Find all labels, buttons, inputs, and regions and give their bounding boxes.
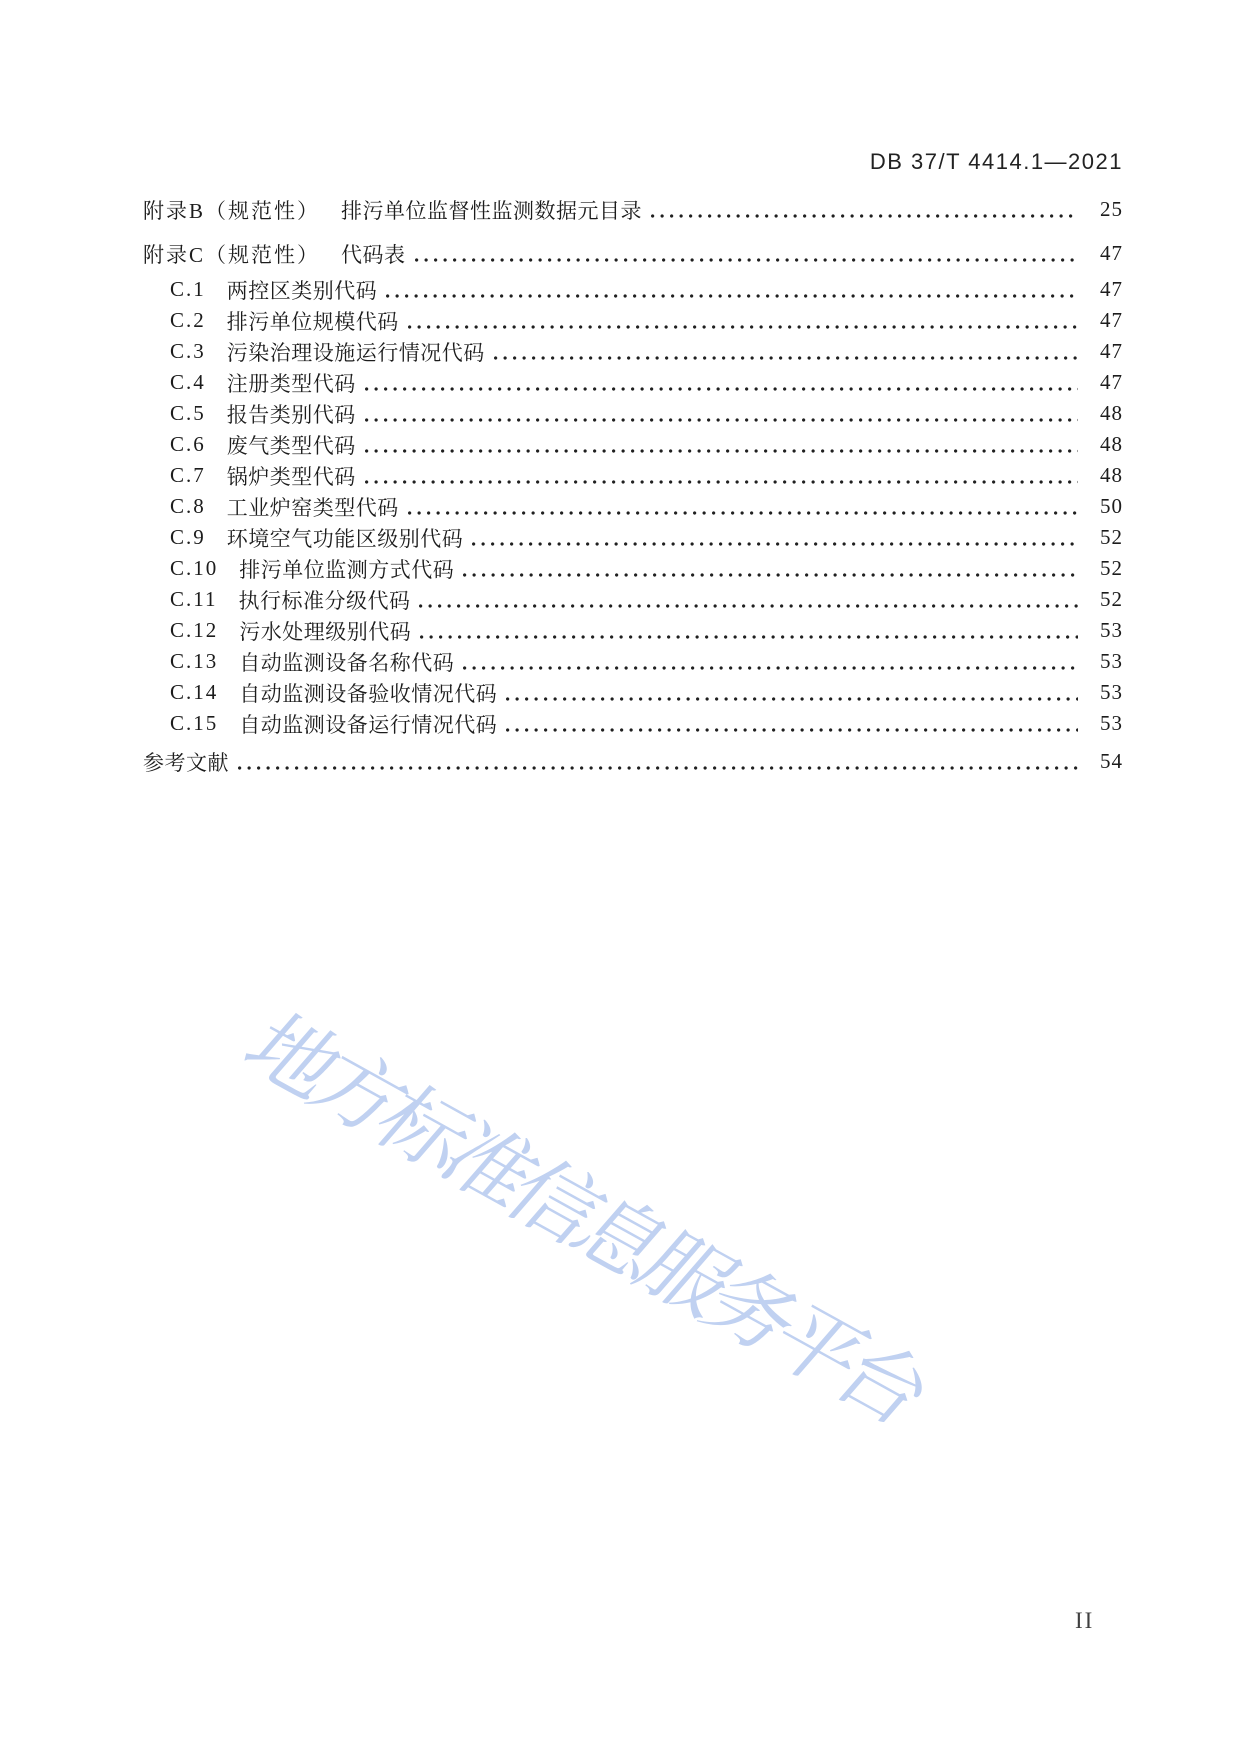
toc-entry xyxy=(143,708,1123,739)
toc-entry-page: 48 xyxy=(1100,401,1123,425)
dot-leader xyxy=(365,417,1078,423)
toc-entry-title: 两控区类别代码 xyxy=(226,278,378,303)
toc-entry-page: 48 xyxy=(1100,432,1123,456)
dot-leader xyxy=(365,386,1078,392)
toc-entry-page: 47 xyxy=(1100,241,1123,265)
toc-entry-number: C.2 xyxy=(170,308,206,332)
toc-entry-title: 废气类型代码 xyxy=(226,433,356,458)
toc-entry-number: C.1 xyxy=(170,277,206,301)
toc-entry-page: 47 xyxy=(1100,277,1123,301)
dot-leader xyxy=(408,510,1078,516)
toc-entry-title: 污水处理级别代码 xyxy=(239,619,412,644)
dot-leader xyxy=(408,324,1078,330)
toc-entry-title: 污染治理设施运行情况代码 xyxy=(226,340,485,365)
toc-entry-number: 附录C（规范性） xyxy=(143,242,321,267)
toc-entry-title: 环境空气功能区级别代码 xyxy=(226,526,464,551)
toc-entry-page: 53 xyxy=(1100,618,1123,642)
toc-entry-title: 锅炉类型代码 xyxy=(226,464,356,489)
toc-entry-number: C.3 xyxy=(170,339,206,363)
toc-entry-page: 53 xyxy=(1100,649,1123,673)
toc-entry-number: C.10 xyxy=(170,556,219,580)
toc-entry xyxy=(143,429,1123,460)
toc-entry-number: C.11 xyxy=(170,587,218,611)
toc-entry-title: 报告类别代码 xyxy=(226,402,356,427)
toc-entry-number: C.4 xyxy=(170,370,206,394)
toc-entry xyxy=(143,615,1123,646)
toc-entry-title: 排污单位规模代码 xyxy=(226,309,399,334)
toc-entry xyxy=(143,677,1123,708)
toc-entry-number: 附录B（规范性） xyxy=(143,198,321,223)
toc-entry xyxy=(143,491,1123,522)
toc-entry-title: 自动监测设备运行情况代码 xyxy=(239,712,498,737)
toc-entry xyxy=(143,398,1123,429)
dot-leader xyxy=(472,541,1078,547)
dot-leader xyxy=(651,213,1078,219)
toc-entry-number: C.7 xyxy=(170,463,206,487)
toc-entry-page: 52 xyxy=(1100,556,1123,580)
toc-entry-page: 52 xyxy=(1100,525,1123,549)
dot-leader xyxy=(506,727,1078,733)
toc-entry-page: 53 xyxy=(1100,680,1123,704)
toc-entry-title: 排污单位监督性监测数据元目录 xyxy=(341,198,643,223)
toc-entry-number: C.13 xyxy=(170,649,219,673)
toc-entry-title: 注册类型代码 xyxy=(226,371,356,396)
standard-code: DB 37/T 4414.1—2021 xyxy=(869,149,1123,174)
toc-entry-title: 工业炉窑类型代码 xyxy=(226,495,399,520)
dot-leader xyxy=(420,634,1078,640)
toc-entry-title: 代码表 xyxy=(341,242,406,267)
dot-leader xyxy=(238,765,1078,771)
toc-entry xyxy=(143,522,1123,553)
dot-leader xyxy=(506,696,1078,702)
footer-page-number: II xyxy=(1075,1608,1095,1633)
toc-entry-page: 47 xyxy=(1100,339,1123,363)
toc-entry xyxy=(143,553,1123,584)
dot-leader xyxy=(419,603,1078,609)
toc-entry-page: 47 xyxy=(1100,370,1123,394)
toc-entry-number: C.8 xyxy=(170,494,206,518)
toc-entry xyxy=(143,238,1123,269)
toc-entry-title: 参考文献 xyxy=(143,750,229,775)
toc-entry-page: 25 xyxy=(1100,197,1123,221)
toc-entry xyxy=(143,194,1123,225)
table-of-contents xyxy=(143,194,1123,777)
toc-entry-page: 50 xyxy=(1100,494,1123,518)
toc-entry-number: C.5 xyxy=(170,401,206,425)
toc-entry xyxy=(143,367,1123,398)
toc-entry-page: 54 xyxy=(1100,749,1123,773)
toc-entry xyxy=(143,646,1123,677)
dot-leader xyxy=(463,572,1078,578)
dot-leader xyxy=(463,665,1078,671)
toc-entry-title: 执行标准分级代码 xyxy=(238,588,411,613)
dot-leader xyxy=(415,257,1078,263)
toc-entry-number: C.12 xyxy=(170,618,219,642)
toc-entry-title: 自动监测设备验收情况代码 xyxy=(239,681,498,706)
toc-entry-page: 47 xyxy=(1100,308,1123,332)
dot-leader xyxy=(494,355,1078,361)
toc-entry-number: C.6 xyxy=(170,432,206,456)
dot-leader xyxy=(365,479,1078,485)
toc-entry xyxy=(143,584,1123,615)
toc-entry-page: 52 xyxy=(1100,587,1123,611)
toc-entry-title: 自动监测设备名称代码 xyxy=(239,650,455,675)
toc-entry xyxy=(143,336,1123,367)
toc-entry-title: 排污单位监测方式代码 xyxy=(239,557,455,582)
toc-entry xyxy=(143,274,1123,305)
toc-entry xyxy=(143,305,1123,336)
dot-leader xyxy=(365,448,1078,454)
toc-entry-page: 48 xyxy=(1100,463,1123,487)
toc-entry-number: C.9 xyxy=(170,525,206,549)
toc-entry-number: C.14 xyxy=(170,680,219,704)
toc-entry-number: C.15 xyxy=(170,711,219,735)
toc-entry xyxy=(143,460,1123,491)
watermark: 地方标准信息服务平台 xyxy=(224,1001,944,1438)
toc-entry-page: 53 xyxy=(1100,711,1123,735)
toc-entry xyxy=(143,746,1123,777)
dot-leader xyxy=(386,293,1078,299)
